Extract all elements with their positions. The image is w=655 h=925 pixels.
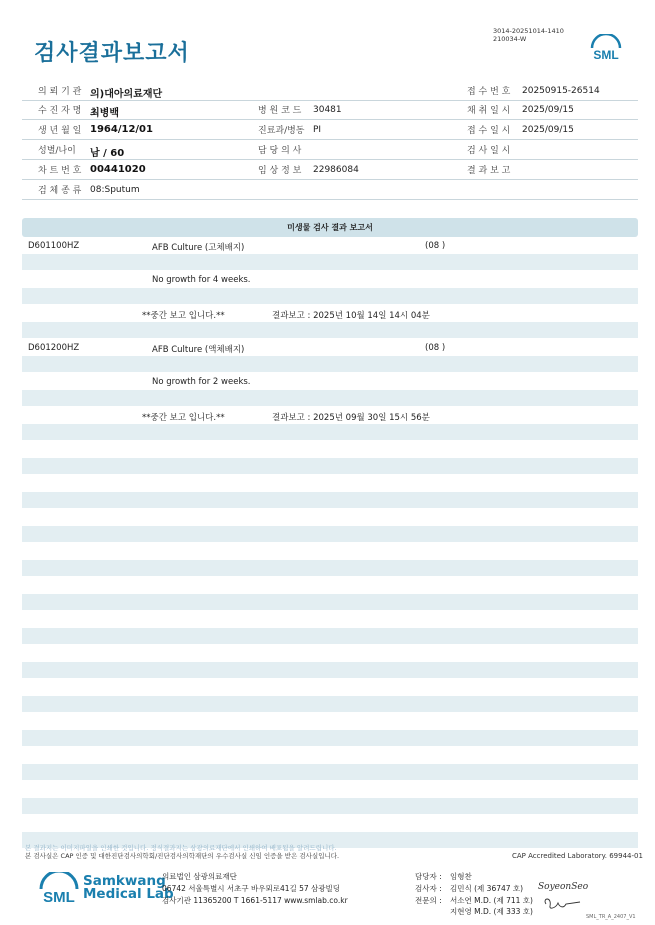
specimen-code: (08 ) xyxy=(425,343,446,353)
document-id-line1: 3014-20251014-1410 xyxy=(493,27,564,35)
sml-footer-logo xyxy=(36,872,82,910)
result-band xyxy=(22,628,638,644)
info-value: 의)대아의료재단 xyxy=(90,89,163,100)
info-value: 남 / 60 xyxy=(90,148,125,159)
info-value: 최병백 xyxy=(90,108,119,119)
info-value: 22986084 xyxy=(313,165,359,175)
info-row-divider xyxy=(22,139,638,140)
info-label: 병 원 코 드 xyxy=(258,106,302,116)
report-section-title: 미생물 검사 결과 보고서 xyxy=(22,218,638,237)
info-value: 08:Sputum xyxy=(90,185,140,195)
info-label: 의 뢰 기 관 xyxy=(38,87,82,97)
certification-note: 본 검사실은 CAP 인증 및 대한진단검사의학회/진단검사의학재단의 우수검사실 신임 인증을 받은 검사실입니다. xyxy=(25,852,340,860)
info-row-divider xyxy=(22,159,638,160)
result-band xyxy=(22,424,638,440)
staff-name: 서소연 M.D. (제 711 호) xyxy=(450,896,533,905)
report-time: 결과보고 : 2025년 09월 30일 15시 56분 xyxy=(272,413,430,423)
result-band xyxy=(22,526,638,542)
result-band xyxy=(22,458,638,474)
info-label: 담 당 의 사 xyxy=(258,146,302,156)
print-warning: 본 결과지는 이미지파일을 인쇄한 것입니다. 정식결과지는 삼광의료재단에서 인쇄하여 배포됨을 알려드립니다. xyxy=(25,844,337,852)
sml-footer-logo-text: SML xyxy=(43,889,75,906)
info-row-divider xyxy=(22,179,638,180)
info-row-divider xyxy=(22,199,638,200)
interim-note: **중간 보고 입니다.** xyxy=(142,311,225,321)
staff-name: 임형찬 xyxy=(450,872,472,881)
info-label: 진료과/병동 xyxy=(258,126,305,136)
result-band xyxy=(22,356,638,372)
info-value: 20250915-26514 xyxy=(522,86,600,96)
address-line: 검사기관 11365200 T 1661-5117 www.smlab.co.kr xyxy=(162,896,348,905)
test-result: No growth for 4 weeks. xyxy=(152,275,251,285)
info-label: 임 상 정 보 xyxy=(258,166,302,176)
result-band xyxy=(22,730,638,746)
result-band xyxy=(22,594,638,610)
specimen-code: (08 ) xyxy=(425,241,446,251)
result-band xyxy=(22,288,638,304)
info-value: 1964/12/01 xyxy=(90,124,153,135)
address-line: 06742 서울특별시 서초구 바우뫼로41길 57 삼광빌딩 xyxy=(162,884,341,893)
test-code: D601100HZ xyxy=(28,241,80,251)
info-label: 성별/나이 xyxy=(38,146,76,156)
staff-name: 김민식 (제 36747 호) xyxy=(450,884,524,893)
interim-note: **중간 보고 입니다.** xyxy=(142,413,225,423)
info-label: 검 사 일 시 xyxy=(467,146,511,156)
page-title: 검사결과보고서 xyxy=(34,41,190,66)
info-label: 차 트 번 호 xyxy=(38,166,82,176)
test-result: No growth for 2 weeks. xyxy=(152,377,251,387)
document-id xyxy=(493,27,564,43)
address-line: 의료법인 삼광의료재단 xyxy=(162,872,237,881)
info-row-divider xyxy=(22,119,638,120)
document-id-line2: 210034-W xyxy=(493,35,527,43)
brand-line2: Medical Lab xyxy=(83,886,174,902)
staff-role: 전문의 : xyxy=(415,896,442,905)
info-value: 00441020 xyxy=(90,164,146,175)
result-band xyxy=(22,764,638,780)
form-code: SML_TR_A_2407_V1 xyxy=(586,914,636,920)
info-value: PI xyxy=(313,125,322,135)
result-band xyxy=(22,662,638,678)
lab-address xyxy=(162,871,348,907)
brand-name xyxy=(83,875,174,901)
test-name: AFB Culture (액체배지) xyxy=(152,345,245,355)
brand-line1: Samkwang xyxy=(83,873,166,889)
info-label: 결 과 보 고 xyxy=(467,166,511,176)
info-label: 생 년 월 일 xyxy=(38,126,82,136)
info-value: 2025/09/15 xyxy=(522,125,574,135)
sml-logo xyxy=(588,34,624,68)
info-value: 2025/09/15 xyxy=(522,105,574,115)
info-label: 접 수 일 시 xyxy=(467,126,511,136)
signature-scribble xyxy=(540,894,584,912)
result-band xyxy=(22,322,638,338)
sml-logo-text: SML xyxy=(593,48,619,62)
info-value: 30481 xyxy=(313,105,342,115)
info-label: 접 수 번 호 xyxy=(467,87,511,97)
info-label: 채 취 일 시 xyxy=(467,106,511,116)
result-band xyxy=(22,560,638,576)
result-band xyxy=(22,390,638,406)
info-label: 검 체 종 류 xyxy=(38,186,82,196)
info-label: 수 진 자 명 xyxy=(38,106,82,116)
report-time: 결과보고 : 2025년 10월 14일 14시 04분 xyxy=(272,311,430,321)
result-band xyxy=(22,492,638,508)
result-band xyxy=(22,798,638,814)
staff-role: 담당자 : xyxy=(415,872,442,881)
result-band xyxy=(22,696,638,712)
test-code: D601200HZ xyxy=(28,343,80,353)
staff-role: 검사자 : xyxy=(415,884,442,893)
info-row-divider xyxy=(22,100,638,101)
staff-name: 지현영 M.D. (제 333 호) xyxy=(450,907,533,916)
result-band xyxy=(22,254,638,270)
test-name: AFB Culture (고체배지) xyxy=(152,243,245,253)
signature: SoyeonSeo xyxy=(538,882,589,892)
cap-accreditation: CAP Accredited Laboratory. 69944-01 xyxy=(512,852,643,860)
